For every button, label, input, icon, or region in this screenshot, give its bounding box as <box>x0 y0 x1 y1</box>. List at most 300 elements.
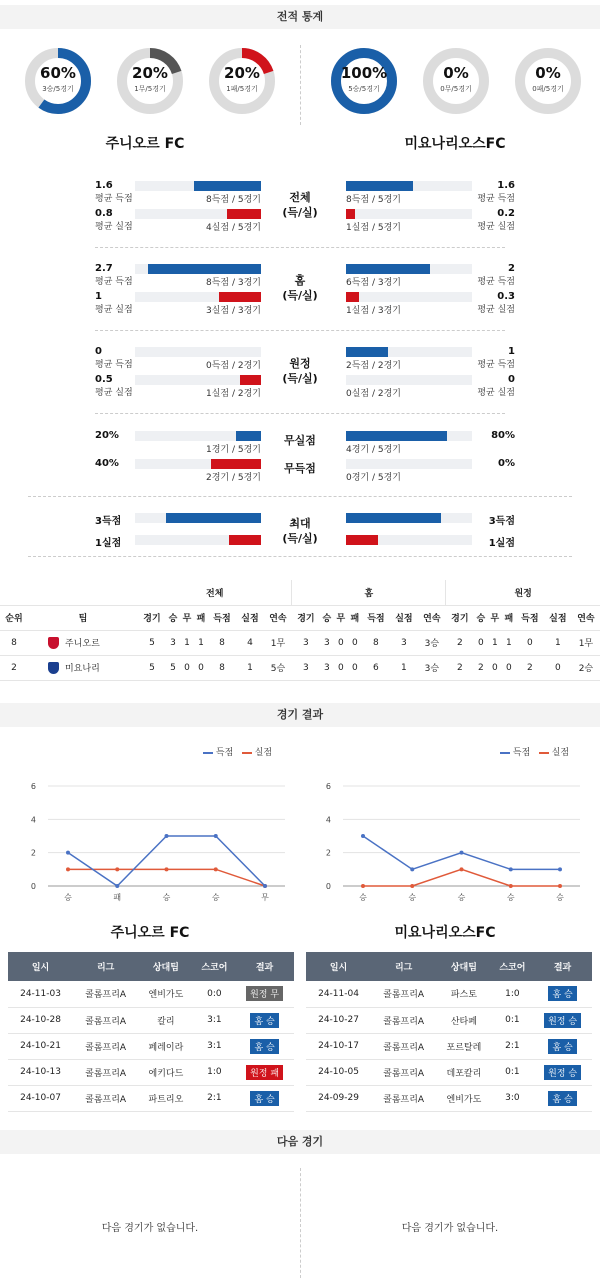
away-stat-count: 6득점 / 3경기 <box>346 278 401 288</box>
stat-group-title-line: (득/실) <box>282 289 318 302</box>
away-stat-count: 1실점 / 5경기 <box>346 223 401 233</box>
result-badge: 홈 승 <box>250 1013 278 1028</box>
results-score: 2:1 <box>492 1033 534 1059</box>
chart-point <box>263 884 267 888</box>
standings-cell: 5승 <box>264 655 292 680</box>
home-next-empty: 다음 경기가 없습니다. <box>101 1223 199 1234</box>
away-stat-value: 0.2 <box>497 208 515 219</box>
results-outcome <box>533 1085 592 1111</box>
standings-cell: 3 <box>320 655 334 680</box>
result-badge: 홈 승 <box>548 1039 576 1054</box>
home-results-chart <box>20 770 290 905</box>
stat-group-title <box>270 273 330 303</box>
standings-cell: 2승 <box>572 655 600 680</box>
results-league: 콜롬프리A <box>371 981 436 1007</box>
away-stat-label: 평균 득점 <box>477 194 515 204</box>
standings-cell: 3 <box>320 630 334 655</box>
results-row <box>8 1085 294 1111</box>
standings-cell: 2 <box>446 655 474 680</box>
results-row <box>8 1033 294 1059</box>
chart-x-tick: 승 <box>408 893 417 902</box>
next-section-header: 다음 경기 <box>0 1130 600 1154</box>
chart-x-tick: 승 <box>457 893 466 902</box>
stats-section-header: 전적 통계 <box>0 5 600 29</box>
away-stat-value: 0 <box>508 374 515 385</box>
scored-legend-label: 득점 <box>512 748 531 758</box>
results-league: 콜롬프리A <box>73 1007 138 1033</box>
away-stat-bar <box>346 513 441 523</box>
donut-record: 3승/5경기 <box>42 85 74 93</box>
standings-cell: 0 <box>502 655 516 680</box>
chart-point <box>410 884 414 888</box>
results-row <box>8 1007 294 1033</box>
results-outcome <box>235 981 294 1007</box>
results-league: 콜롬프리A <box>371 1007 436 1033</box>
standings-cell: 0 <box>348 655 362 680</box>
results-opp: 산타페 <box>436 1007 491 1033</box>
away-stat-value: 80% <box>491 430 515 441</box>
home-stat-value: 3득점 <box>95 516 122 527</box>
away-chart-legend <box>500 745 569 758</box>
results-outcome <box>235 1059 294 1085</box>
results-opp: 파스토 <box>436 981 491 1007</box>
standings-rank: 8 <box>0 630 28 655</box>
away-stat-value: 1.6 <box>497 180 515 191</box>
standings-spacer <box>0 580 28 605</box>
standings-col-header: 득점 <box>208 605 236 630</box>
standings-cell: 5 <box>138 630 166 655</box>
result-badge: 원정 패 <box>246 1065 283 1080</box>
home-stat-count: 1경기 / 5경기 <box>206 445 261 455</box>
home-stat-value: 1 <box>95 291 102 302</box>
results-section-header: 경기 결과 <box>0 703 600 727</box>
results-col-header: 상대팀 <box>436 952 491 981</box>
standings-col-header: 연속 <box>572 605 600 630</box>
standings-cell: 1 <box>236 655 264 680</box>
results-league: 콜롬프리A <box>73 1085 138 1111</box>
standings-col-header: 연속 <box>264 605 292 630</box>
results-col-header: 리그 <box>371 952 436 981</box>
standings-col-header: 경기 <box>138 605 166 630</box>
win-rate-donut <box>207 46 277 116</box>
standings-cell: 0 <box>348 630 362 655</box>
results-row <box>306 1033 592 1059</box>
stat-group-title-line: 홈 <box>294 274 306 287</box>
stat-group-title-line: (득/실) <box>282 372 318 385</box>
standings-col-header: 패 <box>194 605 208 630</box>
conceded-legend-swatch <box>539 752 549 754</box>
chart-point <box>558 867 562 871</box>
standings-cell: 5 <box>166 655 180 680</box>
away-stat-value: 0.3 <box>497 291 515 302</box>
donut-record: 1무/5경기 <box>134 85 166 93</box>
results-col-header: 리그 <box>73 952 138 981</box>
home-stat-count: 4실점 / 5경기 <box>206 223 261 233</box>
results-score: 0:1 <box>492 1059 534 1085</box>
standings-cell: 0 <box>488 655 502 680</box>
home-stat-bar <box>148 264 261 274</box>
standings-col-header: 무 <box>180 605 194 630</box>
results-date: 24-10-13 <box>8 1059 73 1085</box>
results-opp: 포르탈레 <box>436 1033 491 1059</box>
win-rate-donut <box>421 46 491 116</box>
standings-cell: 8 <box>362 630 390 655</box>
standings-spacer <box>28 580 138 605</box>
results-league: 콜롬프리A <box>73 981 138 1007</box>
standings-column-header <box>0 605 600 630</box>
home-chart-legend <box>203 745 272 758</box>
results-date: 24-10-21 <box>8 1033 73 1059</box>
home-stat-count: 1실점 / 2경기 <box>206 389 261 399</box>
home-stat-count: 0득점 / 2경기 <box>206 361 261 371</box>
result-badge: 홈 승 <box>548 986 576 1001</box>
team-logo-icon <box>48 662 59 674</box>
away-stat-count: 0경기 / 5경기 <box>346 473 401 483</box>
away-stat-count: 2득점 / 2경기 <box>346 361 401 371</box>
standings-cell: 0 <box>474 630 488 655</box>
home-results-title: 주니오르 FC <box>110 925 190 941</box>
home-stat-bar <box>211 459 261 469</box>
chart-y-tick: 2 <box>325 848 331 858</box>
chart-x-tick: 승 <box>64 893 72 902</box>
away-stat-label: 평균 실점 <box>477 222 515 232</box>
home-stat-label: 평균 실점 <box>95 305 133 315</box>
stat-group-divider <box>28 496 572 497</box>
away-stat-bar <box>346 431 447 441</box>
home-team-title: 주니오르 FC <box>105 136 185 152</box>
standings-group-2: 원정 <box>446 580 600 605</box>
results-outcome <box>533 981 592 1007</box>
results-score: 1:0 <box>194 1059 236 1085</box>
results-outcome <box>235 1007 294 1033</box>
standings-cell: 1 <box>502 630 516 655</box>
standings-col-header: 실점 <box>236 605 264 630</box>
standings-col-header: 연속 <box>418 605 446 630</box>
away-stat-bar <box>346 347 388 357</box>
away-stat-value: 1 <box>508 346 515 357</box>
chart-point <box>460 851 464 855</box>
home-stat-value: 1실점 <box>95 538 122 549</box>
away-stat-count: 4경기 / 5경기 <box>346 445 401 455</box>
stat-group-divider <box>95 330 505 331</box>
stat-group-title-line: 원정 <box>289 357 311 370</box>
home-stat-value: 0.5 <box>95 374 113 385</box>
chart-point <box>410 867 414 871</box>
results-date: 24-10-05 <box>306 1059 371 1085</box>
standings-rank: 2 <box>0 655 28 680</box>
home-stat-value: 40% <box>95 458 119 469</box>
chart-x-tick: 승 <box>359 893 367 902</box>
standings-cell: 1 <box>390 655 418 680</box>
stat-group-divider <box>28 556 572 557</box>
standings-col-header: 경기 <box>292 605 320 630</box>
standings-cell: 2 <box>516 655 544 680</box>
conceded-legend-label: 실점 <box>551 748 570 758</box>
chart-x-tick: 승 <box>506 893 515 902</box>
away-stat-count: 1실점 / 3경기 <box>346 306 401 316</box>
results-outcome <box>235 1085 294 1111</box>
standings-cell: 0 <box>194 655 208 680</box>
away-stat-track <box>346 292 472 302</box>
results-score: 2:1 <box>194 1085 236 1111</box>
standings-table <box>0 580 600 681</box>
chart-y-tick: 4 <box>325 815 331 825</box>
home-stat-bar <box>166 513 261 523</box>
away-stat-track <box>346 209 472 219</box>
results-league: 콜롬프리A <box>371 1085 436 1111</box>
results-date: 24-10-27 <box>306 1007 371 1033</box>
home-stat-count: 2경기 / 5경기 <box>206 473 261 483</box>
standings-cell: 1무 <box>264 630 292 655</box>
results-score: 0:1 <box>492 1007 534 1033</box>
standings-row <box>0 630 600 655</box>
away-stat-value: 1실점 <box>488 538 515 549</box>
standings-cell: 5 <box>138 655 166 680</box>
results-outcome <box>533 1033 592 1059</box>
chart-series-line-0 <box>68 836 265 886</box>
standings-cell: 0 <box>516 630 544 655</box>
results-opp: 엔비가도 <box>436 1085 491 1111</box>
clean-sheet-title: 무실점 <box>284 434 316 447</box>
stats-divider <box>300 45 301 125</box>
away-stat-bar <box>346 264 430 274</box>
stat-group-title-line: (득/실) <box>282 206 318 219</box>
home-stat-track <box>135 347 261 357</box>
standings-cell: 1 <box>544 630 572 655</box>
results-row <box>306 1007 592 1033</box>
results-col-header: 일시 <box>306 952 371 981</box>
results-score: 3:1 <box>194 1007 236 1033</box>
donut-percent: 0% <box>443 64 469 82</box>
results-date: 24-10-28 <box>8 1007 73 1033</box>
results-date: 24-10-17 <box>306 1033 371 1059</box>
results-score: 3:0 <box>492 1085 534 1111</box>
away-stat-bar <box>346 535 378 545</box>
results-date: 24-10-07 <box>8 1085 73 1111</box>
chart-point <box>460 867 464 871</box>
standings-col-header: 패 <box>348 605 362 630</box>
away-stat-bar <box>346 292 359 302</box>
away-results-chart <box>315 770 585 905</box>
standings-col-header: 경기 <box>446 605 474 630</box>
result-badge: 홈 승 <box>250 1091 278 1106</box>
conceded-legend-swatch <box>242 752 252 754</box>
stat-group-title <box>270 356 330 386</box>
home-stat-bar <box>194 181 261 191</box>
home-stat-value: 20% <box>95 430 119 441</box>
home-results-table <box>8 952 294 1112</box>
results-row <box>306 1059 592 1085</box>
chart-point <box>361 834 365 838</box>
away-stat-label: 평균 실점 <box>477 305 515 315</box>
result-badge: 원정 승 <box>544 1065 581 1080</box>
standings-cell: 4 <box>236 630 264 655</box>
standings-col-header: 득점 <box>362 605 390 630</box>
donut-record: 0패/5경기 <box>532 85 564 93</box>
chart-y-tick: 6 <box>325 782 331 791</box>
standings-cell: 1 <box>194 630 208 655</box>
stat-group-divider <box>95 247 505 248</box>
chart-x-tick: 무 <box>261 893 269 902</box>
donut-record: 0무/5경기 <box>440 85 472 93</box>
conceded-legend-label: 실점 <box>254 748 273 758</box>
home-stat-count: 8득점 / 5경기 <box>206 195 261 205</box>
results-col-header: 상대팀 <box>138 952 193 981</box>
results-opp: 페레이라 <box>138 1033 193 1059</box>
max-goals-title <box>270 516 330 546</box>
results-score: 0:0 <box>194 981 236 1007</box>
away-stat-count: 0실점 / 2경기 <box>346 389 401 399</box>
standings-cell: 1무 <box>572 630 600 655</box>
standings-cell: 0 <box>180 655 194 680</box>
results-col-header: 결과 <box>235 952 294 981</box>
away-stat-value: 0% <box>498 458 515 469</box>
win-rate-donut <box>115 46 185 116</box>
results-date: 24-09-29 <box>306 1085 371 1111</box>
max-goals-title-line: (득/실) <box>282 532 318 545</box>
home-stat-value: 2.7 <box>95 263 113 274</box>
standings-cell: 8 <box>208 655 236 680</box>
results-opp: 에키다드 <box>138 1059 193 1085</box>
away-stat-track <box>346 375 472 385</box>
results-score: 3:1 <box>194 1033 236 1059</box>
chart-point <box>66 867 70 871</box>
results-row <box>306 981 592 1007</box>
results-date: 24-11-04 <box>306 981 371 1007</box>
donut-record: 1패/5경기 <box>226 85 258 93</box>
home-stat-label: 평균 득점 <box>95 194 133 204</box>
standings-col-header: 득점 <box>516 605 544 630</box>
results-col-header: 결과 <box>533 952 592 981</box>
donut-percent: 60% <box>40 64 76 82</box>
away-stat-count: 8득점 / 5경기 <box>346 195 401 205</box>
standings-cell: 8 <box>208 630 236 655</box>
away-results-table <box>306 952 592 1112</box>
result-badge: 원정 무 <box>246 986 283 1001</box>
chart-x-tick: 승 <box>162 893 171 902</box>
away-team-title: 미요나리오스FC <box>404 136 506 152</box>
chart-y-tick: 2 <box>30 848 36 858</box>
chart-point <box>214 867 218 871</box>
home-stat-count: 8득점 / 3경기 <box>206 278 261 288</box>
home-stat-label: 평균 득점 <box>95 277 133 287</box>
away-results-title: 미요나리오스FC <box>394 925 496 941</box>
results-opp: 데포칼리 <box>436 1059 491 1085</box>
away-next-empty: 다음 경기가 없습니다. <box>401 1223 499 1234</box>
result-badge: 원정 승 <box>544 1013 581 1028</box>
stat-group-title <box>270 190 330 220</box>
donut-percent: 100% <box>340 64 388 82</box>
chart-y-tick: 0 <box>30 882 36 891</box>
standings-team <box>28 630 138 655</box>
away-stat-value: 3득점 <box>488 516 515 527</box>
chart-point <box>165 867 169 871</box>
home-stat-bar <box>229 535 261 545</box>
standings-col-header: 승 <box>320 605 334 630</box>
results-col-header: 스코어 <box>492 952 534 981</box>
standings-cell: 3 <box>292 630 320 655</box>
stat-group-title-line: 전체 <box>289 191 311 204</box>
results-col-header: 일시 <box>8 952 73 981</box>
results-outcome <box>533 1007 592 1033</box>
scored-legend-swatch <box>203 752 213 754</box>
standings-col-header: 무 <box>334 605 348 630</box>
results-opp: 칼리 <box>138 1007 193 1033</box>
scored-legend-label: 득점 <box>215 748 234 758</box>
standings-col-header: 실점 <box>544 605 572 630</box>
home-stat-bar <box>236 431 261 441</box>
chart-point <box>509 884 513 888</box>
home-stat-label: 평균 득점 <box>95 360 133 370</box>
chart-y-tick: 0 <box>325 882 331 891</box>
standings-cell: 3승 <box>418 630 446 655</box>
results-row <box>8 1059 294 1085</box>
win-rate-donut <box>513 46 583 116</box>
standings-col-header: 승 <box>166 605 180 630</box>
chart-y-tick: 6 <box>30 782 36 791</box>
away-stat-label: 평균 실점 <box>477 388 515 398</box>
standings-col-header: 실점 <box>390 605 418 630</box>
chart-point <box>66 851 70 855</box>
results-league: 콜롬프리A <box>73 1033 138 1059</box>
standings-col-header: 무 <box>488 605 502 630</box>
away-stat-value: 2 <box>508 263 515 274</box>
team-logo-icon <box>48 637 59 649</box>
standings-cell: 3 <box>292 655 320 680</box>
home-stat-bar <box>219 292 261 302</box>
stat-group-divider <box>95 413 505 414</box>
home-stat-count: 3실점 / 3경기 <box>206 306 261 316</box>
standings-cell: 1 <box>488 630 502 655</box>
standings-cell: 3승 <box>418 655 446 680</box>
standings-col-header: 승 <box>474 605 488 630</box>
results-outcome <box>235 1033 294 1059</box>
donut-percent: 20% <box>132 64 168 82</box>
results-opp: 파트리오 <box>138 1085 193 1111</box>
result-badge: 홈 승 <box>250 1039 278 1054</box>
scored-legend-swatch <box>500 752 510 754</box>
away-stat-label: 평균 득점 <box>477 360 515 370</box>
results-opp: 엔비가도 <box>138 981 193 1007</box>
donut-percent: 20% <box>224 64 260 82</box>
results-outcome <box>533 1059 592 1085</box>
away-stat-bar <box>346 209 355 219</box>
standings-cell: 6 <box>362 655 390 680</box>
chart-point <box>165 834 169 838</box>
standings-cell: 2 <box>446 630 474 655</box>
results-league: 콜롬프리A <box>73 1059 138 1085</box>
chart-y-tick: 4 <box>30 815 36 825</box>
donut-record: 5승/5경기 <box>348 85 380 93</box>
chart-point <box>558 884 562 888</box>
results-col-header: 스코어 <box>194 952 236 981</box>
standings-cell: 0 <box>544 655 572 680</box>
away-stat-label: 평균 득점 <box>477 277 515 287</box>
chart-point <box>361 884 365 888</box>
results-league: 콜롬프리A <box>371 1033 436 1059</box>
standings-cell: 0 <box>334 630 348 655</box>
win-rate-donut <box>23 46 93 116</box>
chart-point <box>115 867 119 871</box>
chart-x-tick: 패 <box>113 893 122 902</box>
results-date: 24-11-03 <box>8 981 73 1007</box>
standings-cell: 0 <box>334 655 348 680</box>
results-row <box>8 981 294 1007</box>
home-stat-value: 0.8 <box>95 208 113 219</box>
away-stat-track <box>346 459 472 469</box>
home-stat-label: 평균 실점 <box>95 222 133 232</box>
results-row <box>306 1085 592 1111</box>
